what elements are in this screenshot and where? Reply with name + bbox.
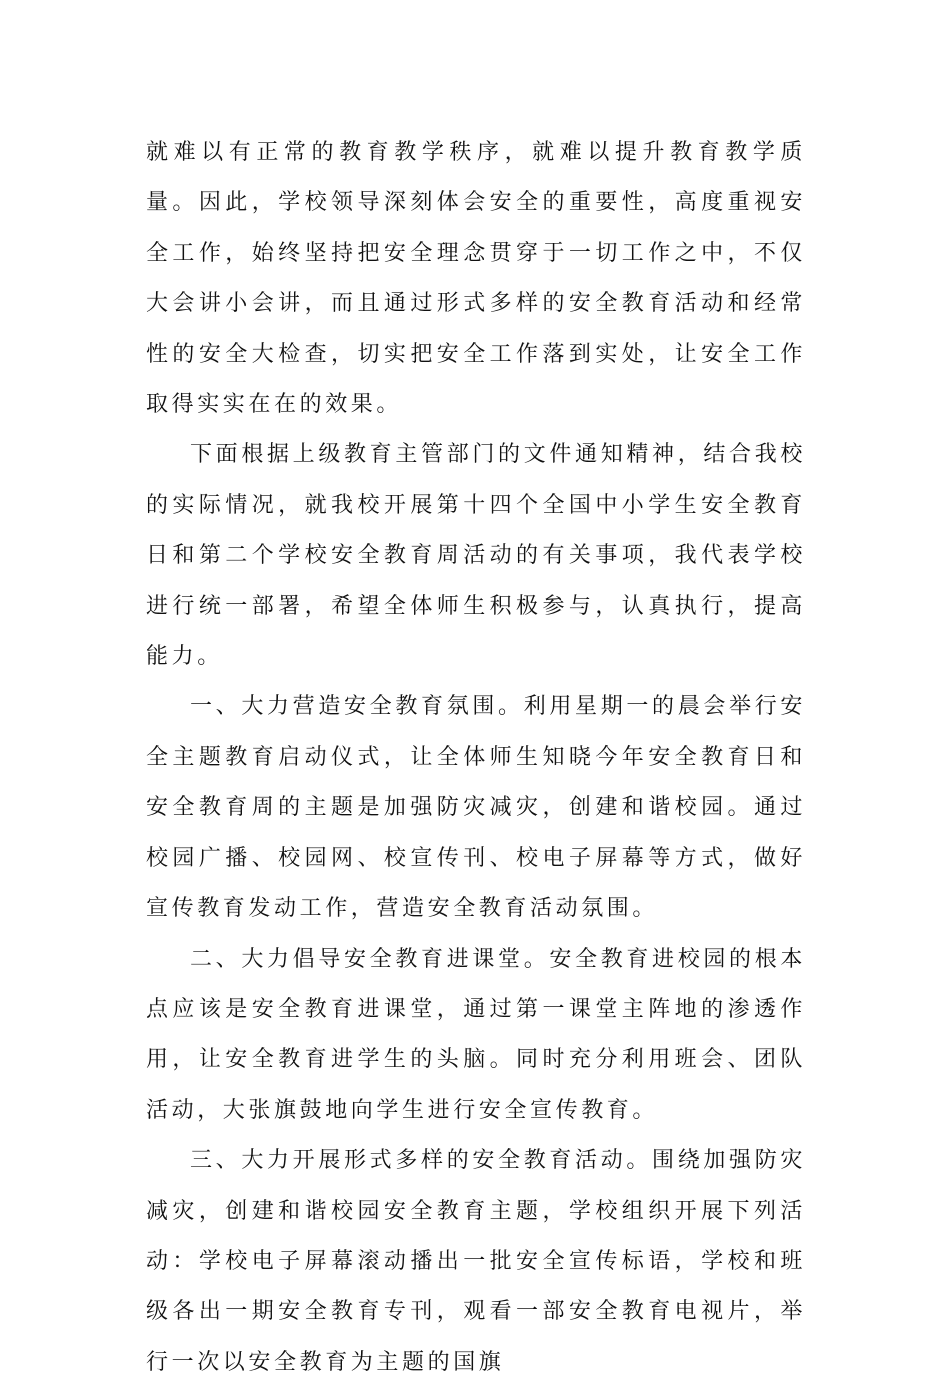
paragraph-item-three: 三、大力开展形式多样的安全教育活动。围绕加强防灾减灾，创建和谐校园安全教育主题，学校组织开展下列活动：学校电子屏幕滚动播出一批安全宣传标语，学校和班级各出一期安全教育专刊，观看一部安全教育电视片，举行一次以安全教育为主题的国旗 <box>146 1148 806 1375</box>
paragraph-item-two: 二、大力倡导安全教育进课堂。安全教育进校园的根本点应该是安全教育进课堂，通过第一课堂主阵地的渗透作用，让安全教育进学生的头脑。同时充分利用班会、团队活动，大张旗鼓地向学生进行安全宣传教育。 <box>146 946 806 1123</box>
paragraph-item-one: 一、大力营造安全教育氛围。利用星期一的晨会举行安全主题教育启动仪式，让全体师生知晓今年安全教育日和安全教育周的主题是加强防灾减灾，创建和谐校园。通过校园广播、校园网、校宣传刊、校电子屏幕等方式，做好宣传教育发动工作，营造安全教育活动氛围。 <box>146 694 806 922</box>
paragraph-deployment-intro: 下面根据上级教育主管部门的文件通知精神，结合我校的实际情况，就我校开展第十四个全国中小学生安全教育日和第二个学校安全教育周活动的有关事项，我代表学校进行统一部署，希望全体师生积极参与，认真执行，提高能力。 <box>146 442 806 670</box>
document-body <box>146 128 806 1388</box>
paragraph-continued: 就难以有正常的教育教学秩序，就难以提升教育教学质量。因此，学校领导深刻体会安全的重要性，高度重视安全工作，始终坚持把安全理念贯穿于一切工作之中，不仅大会讲小会讲，而且通过形式多样的安全教育活动和经常性的安全大检查，切实把安全工作落到实处，让安全工作取得实实在在的效果。 <box>146 140 806 418</box>
